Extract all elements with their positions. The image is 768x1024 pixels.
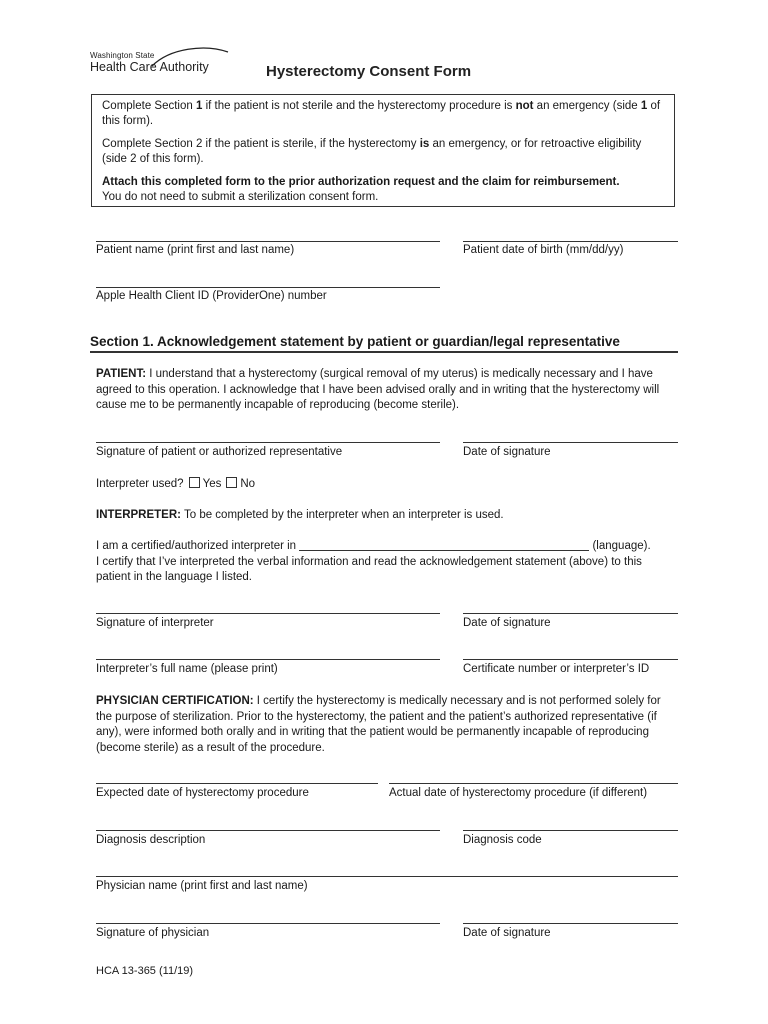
- interpreter-name-field[interactable]: [96, 659, 440, 660]
- physician-sig-date-field[interactable]: [463, 923, 678, 924]
- yes-checkbox[interactable]: [189, 477, 200, 488]
- patient-signature-field[interactable]: [96, 442, 440, 443]
- interpreter-sig-date-field[interactable]: [463, 613, 678, 614]
- interpreter-sig-date-label: Date of signature: [463, 617, 551, 629]
- client-id-field[interactable]: [96, 287, 440, 288]
- patient-signature-label: Signature of patient or authorized representative: [96, 446, 343, 458]
- diagnosis-description-field[interactable]: [96, 830, 440, 831]
- patient-dob-field[interactable]: [463, 241, 678, 242]
- certificate-number-field[interactable]: [463, 659, 678, 660]
- diagnosis-code-label: Diagnosis code: [463, 834, 542, 846]
- yes-label: Yes: [202, 478, 222, 490]
- instruction-1: Complete Section 1 if the patient is not sterile and the hysterectomy procedure is not an emergency (side 1 of this form).: [102, 100, 661, 127]
- physician-sig-date-label: Date of signature: [463, 927, 551, 939]
- patient-sig-date-field[interactable]: [463, 442, 678, 443]
- patient-dob-label: Patient date of birth (mm/dd/yy): [463, 244, 624, 256]
- interpreter-used-row: [96, 477, 255, 490]
- no-checkbox[interactable]: [226, 477, 237, 488]
- language-field[interactable]: [299, 540, 589, 551]
- interpreter-instruction: INTERPRETER: To be completed by the interpreter when an interpreter is used.: [96, 509, 504, 521]
- interpreter-signature-field[interactable]: [96, 613, 440, 614]
- instruction-3: Attach this completed form to the prior authorization request and the claim for reimbursement. You do not need to submit a sterilization consent form.: [102, 176, 620, 203]
- physician-name-field[interactable]: [96, 876, 678, 877]
- client-id-label: Apple Health Client ID (ProviderOne) number: [96, 290, 327, 302]
- certificate-number-label: Certificate number or interpreter’s ID: [463, 663, 650, 675]
- patient-name-field[interactable]: [96, 241, 440, 242]
- instruction-2: Complete Section 2 if the patient is sterile, if the hysterectomy is an emergency, or for retroactive eligibility (side 2 of this form).: [102, 138, 642, 165]
- interpreter-used-label: Interpreter used?: [96, 478, 184, 490]
- form-id: HCA 13-365 (11/19): [96, 965, 194, 977]
- patient-statement: PATIENT: I understand that a hysterectomy (surgical removal of my uterus) is medically necessary and I have agreed to this operation. I acknowledge that I have been advised orally and in writing that the hysterectomy will cause me to be permanently incapable of reproducing (become sterile).: [96, 368, 660, 411]
- expected-date-field[interactable]: [96, 783, 378, 784]
- diagnosis-code-field[interactable]: [463, 830, 678, 831]
- instructions-box: [91, 94, 675, 207]
- interpreter-signature-label: Signature of interpreter: [96, 617, 214, 629]
- actual-date-field[interactable]: [389, 783, 678, 784]
- physician-signature-field[interactable]: [96, 923, 440, 924]
- patient-sig-date-label: Date of signature: [463, 446, 551, 458]
- physician-name-label: Physician name (print first and last name): [96, 880, 308, 892]
- actual-date-label: Actual date of hysterectomy procedure (if different): [389, 787, 648, 799]
- logo-agency-text: Health Care Authority: [90, 60, 209, 74]
- diagnosis-description-label: Diagnosis description: [96, 834, 206, 846]
- physician-signature-label: Signature of physician: [96, 927, 210, 939]
- no-label: No: [240, 478, 256, 490]
- patient-name-label: Patient name (print first and last name): [96, 244, 295, 256]
- form-title: Hysterectomy Consent Form: [266, 63, 472, 80]
- physician-certification: PHYSICIAN CERTIFICATION: I certify the hysterectomy is medically necessary and is not performed solely for the purpose of sterilization. Prior to the hysterectomy, the patient and the patient’s authorized representative (if any), were informed both orally and in writing that the patient would be permanently incapable of reproducing (become sterile) as a result of the procedure.: [96, 695, 661, 754]
- section1-heading: Section 1. Acknowledgement statement by patient or guardian/legal representative: [90, 334, 678, 353]
- interpreter-name-label: Interpreter’s full name (please print): [96, 663, 278, 675]
- logo-state-text: Washington State: [90, 51, 155, 60]
- expected-date-label: Expected date of hysterectomy procedure: [96, 787, 309, 799]
- logo-swoosh-icon: [150, 46, 230, 68]
- interpreter-certification: I am a certified/authorized interpreter in (language). I certify that I’ve interpreted the verbal information and read the acknowledgement statement (above) to this patient in the language I listed.: [96, 540, 651, 583]
